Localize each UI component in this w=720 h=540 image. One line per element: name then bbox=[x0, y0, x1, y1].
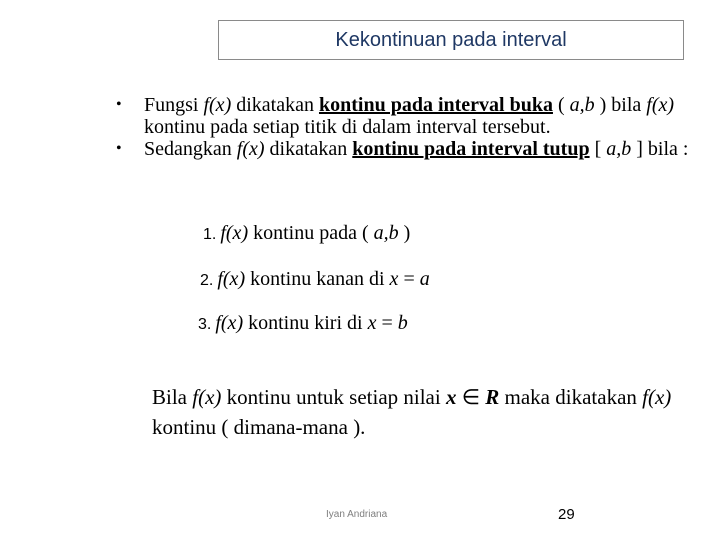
function-symbol: f(x) bbox=[646, 94, 675, 116]
bullet-dot-icon: • bbox=[116, 140, 122, 157]
variable: a bbox=[419, 268, 430, 290]
function-symbol: f(x) bbox=[236, 138, 265, 160]
bullet-item-closed-interval bbox=[108, 138, 713, 160]
interval-vars: a,b bbox=[569, 94, 595, 116]
text: kontinu ( dimana-mana ). bbox=[152, 415, 366, 439]
text: kontinu pada ( bbox=[248, 222, 374, 244]
text: ) bila bbox=[594, 94, 647, 116]
term-closed-interval: kontinu pada interval tutup bbox=[352, 138, 590, 160]
variable: x bbox=[389, 268, 399, 290]
interval-vars: a,b bbox=[606, 138, 632, 160]
element-of-symbol: ∈ bbox=[456, 385, 486, 409]
text: = bbox=[398, 268, 420, 290]
term-open-interval: kontinu pada interval buka bbox=[318, 94, 553, 116]
text: ] bila : bbox=[631, 138, 689, 160]
text: Bila bbox=[152, 385, 193, 409]
text: kontinu pada setiap titik di dalam interval tersebut. bbox=[144, 116, 551, 138]
text: Sedangkan bbox=[144, 138, 237, 160]
function-symbol: f(x) bbox=[217, 268, 246, 290]
closing-statement bbox=[152, 382, 712, 442]
condition-number: 1. bbox=[203, 226, 217, 243]
text: ( bbox=[552, 94, 570, 116]
condition-3 bbox=[198, 312, 408, 335]
text: kontinu untuk setiap nilai bbox=[221, 385, 446, 409]
text: kontinu kiri di bbox=[243, 312, 368, 334]
condition-2 bbox=[200, 268, 430, 291]
bullet-text bbox=[144, 138, 713, 160]
interval-vars: a,b bbox=[373, 222, 399, 244]
bullet-text bbox=[144, 94, 713, 138]
bullet-dot-icon: • bbox=[116, 96, 122, 113]
text: maka dikatakan bbox=[499, 385, 643, 409]
text: [ bbox=[589, 138, 607, 160]
condition-number: 2. bbox=[200, 272, 214, 289]
condition-1 bbox=[203, 222, 410, 245]
variable: x bbox=[367, 312, 377, 334]
variable: b bbox=[397, 312, 408, 334]
function-symbol: f(x) bbox=[220, 222, 249, 244]
slide-title bbox=[218, 20, 684, 60]
variable: x bbox=[445, 385, 457, 409]
text: ) bbox=[398, 222, 411, 244]
text: dikatakan bbox=[231, 94, 319, 116]
text: = bbox=[376, 312, 398, 334]
text: Fungsi bbox=[144, 94, 204, 116]
function-symbol: f(x) bbox=[192, 385, 222, 409]
page-number: 29 bbox=[558, 506, 575, 523]
function-symbol: f(x) bbox=[642, 385, 672, 409]
real-numbers-symbol: R bbox=[485, 385, 500, 409]
function-symbol: f(x) bbox=[215, 312, 244, 334]
text: dikatakan bbox=[264, 138, 353, 160]
bullet-item-open-interval bbox=[108, 94, 713, 138]
text: kontinu kanan di bbox=[245, 268, 390, 290]
bullet-list bbox=[108, 94, 713, 160]
footer-author: Iyan Andriana bbox=[326, 509, 388, 520]
slide-title-text: Kekontinuan pada interval bbox=[335, 28, 567, 51]
function-symbol: f(x) bbox=[203, 94, 232, 116]
condition-number: 3. bbox=[198, 316, 212, 333]
